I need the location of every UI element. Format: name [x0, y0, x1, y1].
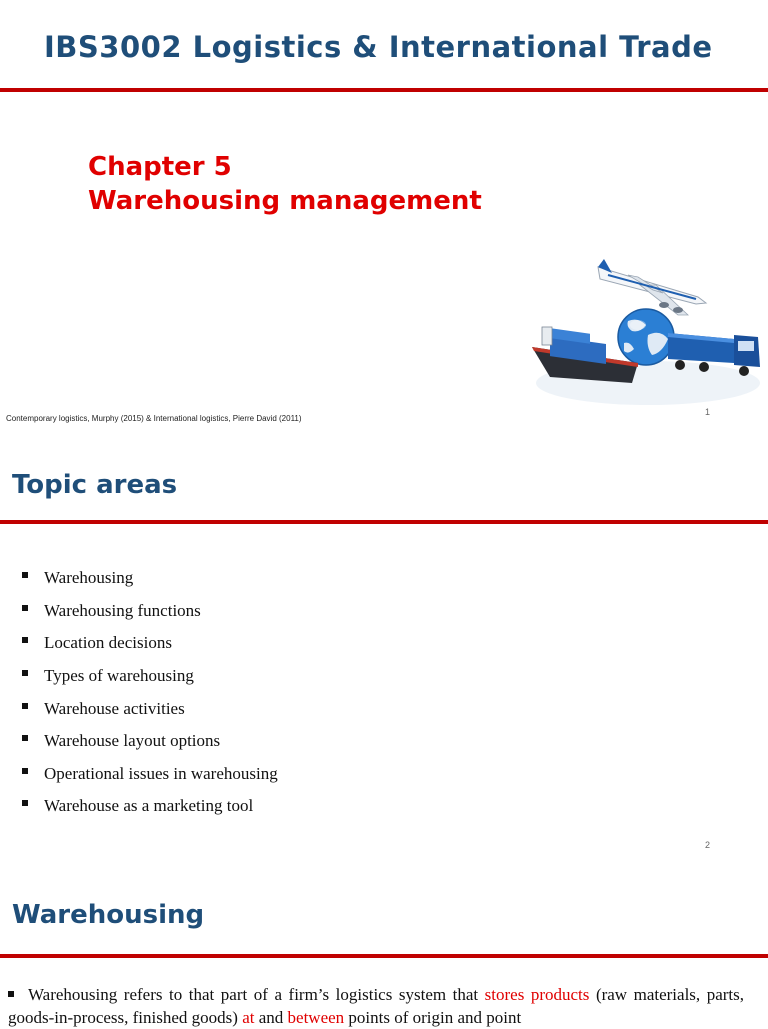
- list-item: Warehousing functions: [22, 595, 278, 628]
- highlight-at: at: [242, 1008, 255, 1027]
- list-item: Warehousing: [22, 562, 278, 595]
- topic-list: [22, 562, 278, 823]
- list-item: Operational issues in warehousing: [22, 758, 278, 791]
- bullet-icon: [22, 670, 28, 676]
- title-rule: [0, 88, 768, 92]
- title-rule: [0, 954, 768, 958]
- bullet-icon: [22, 800, 28, 806]
- slide-1: [0, 0, 768, 440]
- course-title: IBS3002 Logistics & International Trade: [44, 30, 713, 64]
- title-rule: [0, 520, 768, 524]
- chapter-title: Warehousing management: [88, 186, 482, 216]
- list-item: Warehouse activities: [22, 692, 278, 725]
- highlight-between: between: [287, 1008, 345, 1027]
- chapter-number: Chapter 5: [88, 152, 232, 182]
- slide-number: 1: [705, 407, 711, 417]
- bullet-icon: [22, 735, 28, 741]
- highlight-stores-products: stores products: [484, 985, 590, 1004]
- list-item: Location decisions: [22, 627, 278, 660]
- logistics-illustration: [528, 255, 764, 430]
- globe-icon: [618, 309, 674, 365]
- slide-title: Topic areas: [12, 470, 178, 500]
- slide-title: Warehousing: [12, 900, 205, 930]
- chapter-heading: [88, 150, 482, 218]
- slide-number: 2: [705, 840, 711, 850]
- list-item: Types of warehousing: [22, 660, 278, 693]
- bullet-icon: [22, 703, 28, 709]
- definition-paragraph: Warehousing refers to that part of a firm’s logistics system that stores products (raw materials, parts, goods-in-process, finished goods) at and between points of origin and point: [8, 985, 744, 1027]
- reference-note: Contemporary logistics, Murphy (2015) & International logistics, Pierre David (2011): [6, 414, 302, 423]
- bullet-icon: [8, 991, 14, 997]
- bullet-icon: [22, 768, 28, 774]
- list-item: Warehouse as a marketing tool: [22, 790, 278, 823]
- bullet-icon: [22, 572, 28, 578]
- slide-3: [0, 875, 768, 1027]
- bullet-icon: [22, 637, 28, 643]
- list-item: Warehouse layout options: [22, 725, 278, 758]
- slide-2: [0, 455, 768, 860]
- airplane-icon: [598, 259, 706, 315]
- bullet-icon: [22, 605, 28, 611]
